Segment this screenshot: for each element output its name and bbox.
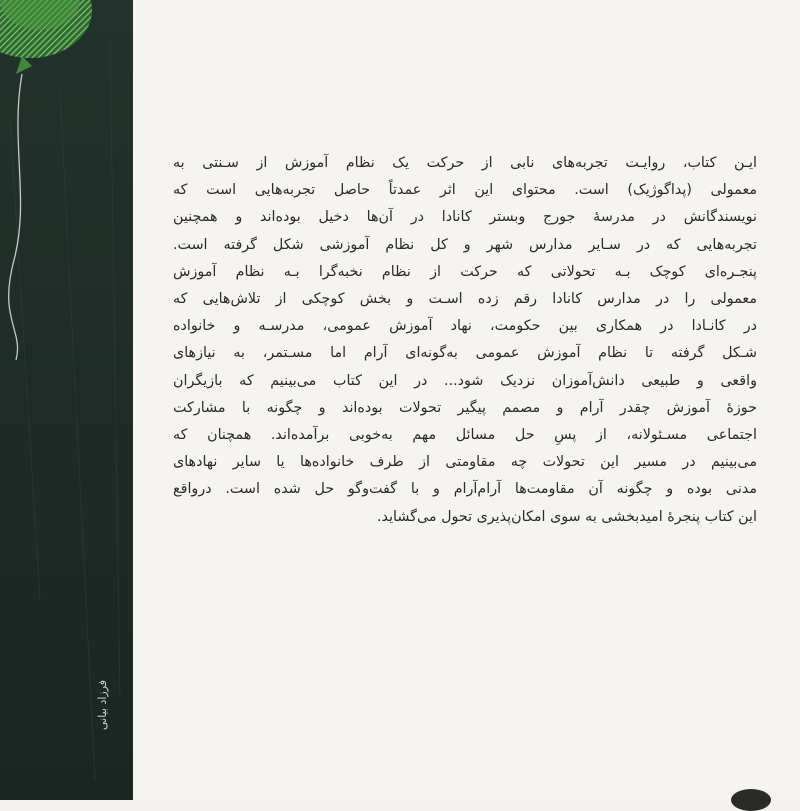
text-line: شـکل گرفته تا نظام آموزش عمومی به‌گونه‌ای آرام اما مسـتمر، به نیازهای (173, 345, 757, 362)
text-line: واقعی و طبیعی دانش‌آموزان نزدیک شود... در این کتاب می‌بینیم که بازیگران (173, 372, 757, 389)
text-line: مدنی بوده و چگونه آن مقاومت‌ها آرام‌آرام و با گفت‌وگو حل شده است. درواقع (173, 481, 757, 498)
text-line: معمولی (پداگوژیک) است. محتوای این اثر عمدتاً حاصل تجربه‌هایی است که (173, 182, 757, 199)
blurb-paragraph (173, 150, 757, 531)
corner-mark (731, 789, 771, 811)
spine-illustration (0, 0, 133, 800)
text-line: نویسندگانش در مدرسهٔ جورج وبستر کانادا در آن‌ها دخیل بوده‌اند و همچنین (173, 209, 757, 226)
text-line: در کانـادا در همکاری بین حکومت، نهاد آموزش عمومی، مدرسـه و خانواده (173, 318, 757, 335)
artist-signature: فرزاد بیانی (96, 679, 109, 730)
book-back-cover-page (133, 0, 800, 800)
text-line: پنجـره‌ای کوچک بـه تحولاتی که حرکت از نظام نخبه‌گرا بـه نظام آموزش (173, 263, 757, 280)
text-line: این کتاب پنجرهٔ امیدبخشی به سوی امکان‌پذیری تحول می‌گشاید. (377, 508, 757, 525)
balloon-illustration (0, 0, 133, 800)
text-line: می‌بینیم در مسیر این تحولات چه مقاومتی از طرف خانواده‌ها یا سایر نهادهای (173, 454, 757, 471)
balloon-icon (0, 0, 92, 74)
text-line: حوزهٔ آموزش چقدر آرام و مصمم پیگیر تحولات بوده‌اند و چگونه با مشارکت (173, 399, 757, 416)
text-line: ایـن کتاب، روایـت تجربه‌های نابی از حرکت یک نظام آموزش از سـنتی به (173, 155, 757, 171)
text-line: اجتماعی مسـئولانه، از پسِ حل مسائل مهم به‌خوبی برآمده‌اند. همچنان که (173, 427, 757, 444)
text-line: معمولی را در مدارس کانادا رقم زده اسـت و بخش کوچکی از تلاش‌هایی که (173, 291, 757, 308)
balloon-string (9, 74, 22, 360)
text-line: تجربه‌هایی که در سـایر مدارس شهر و کل نظام آموزشی شکل گرفته است. (173, 236, 757, 253)
